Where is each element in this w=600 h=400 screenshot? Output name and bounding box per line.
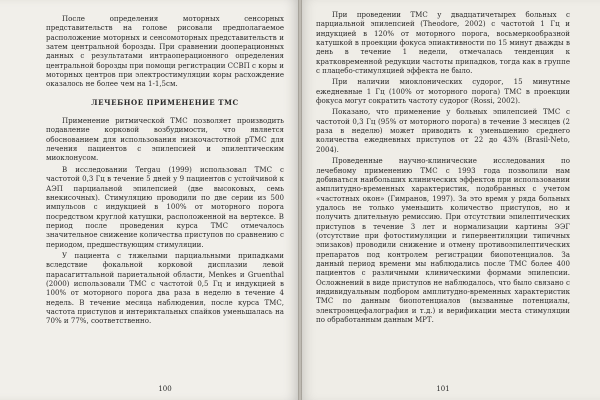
right-paragraph-3: Показано, что применение у больных эпилепсией ТМС с частотой 0,3 Гц (95% от моторного порога) в течение 3 месяцев (2 раза в неделю) может приводить к уменьшению среднего количества ежедневных приступов от 22 до 43% (Brasil-Neto, 2004). bbox=[316, 107, 570, 154]
section-heading: ЛЕЧЕБНОЕ ПРИМЕНЕНИЕ ТМС bbox=[91, 97, 239, 107]
book-gutter bbox=[298, 0, 302, 400]
left-paragraph-3: У пациента с тяжелыми парциальными припадками вследствие фокальной корковой дисплазии левой парасагиттальной париетальной области, Menkes и Gruenthal (2000) использовали ТМС с частотой 0,5 Гц и индукцией в 100% от моторного порога два раза в неделю в течение 4 недель. В течение месяца наблюдения, после курса ТМС, частота приступов и интериктальных спайков уменьшалась на 70% и 77%, соответственно. bbox=[46, 250, 284, 326]
page-number-right: 101 bbox=[436, 384, 450, 393]
left-paragraph-2: В исследовании Tergau (1999) использовал ТМС с частотой 0,3 Гц в течение 5 дней у 9 пациентов с устойчивой к АЭП парциальной эпилепсией (две высоковых, семь внекисочных). Стимуляцию проводили по две серии из 500 импульсов с индукцией в 100% от моторного порога посредством круглой катушки, расположенной на вертексе. В период после проведения курса ТМС отмечалось значительное снижение количества приступов по сравнению с периодом, предшествующим стимуляции. bbox=[46, 164, 284, 249]
right-paragraph-4: Проведенные научно-клинические исследования по лечебному применению ТМС с 1993 года позволили нам добиваться наибольших клинических эффектов при использовании амплитудно-временных характеристик, подобранных с учетом «частотных окон» (Гимранов, 1997). За это время у ряда больных удалось не только уменьшить количество приступов, но и получить длительную ремиссию. При отсутствии эпилептических приступов в течение 3 лет и нормализации картины ЭЭГ (отсутствие при фотостимуляции и гипервентиляции типичных эпизаков) проводили снижение и отмену противоэпилептических препаратов под контролем регистрации биопотенциалов. За данный период времени мы наблюдались после ТМС более 400 пациентов с различными клиническими формами эпилепсии. Осложнений в виде приступов не наблюдалось, что было связано с индивидуальным подбором амплитудно-временных характеристик ТМС по данным биопотенциалов (вызванные потенциалы, электроэнцефалография и т.д.) и верификации места стимуляции по обработанным данным МРТ. bbox=[316, 156, 570, 324]
right-paragraph-2: При наличии миоклонических судорог, 15 минутные ежедневные 1 Гц (100% от моторного порога) ТМС в проекции фокуса могут сократить частоту судорог (Rossi, 2002). bbox=[316, 77, 570, 106]
left-paragraph-1: Применение ритмической ТМС позволяет производить подавление корковой возбудимости, что является обоснованием для использования низкочастотной рТМС для лечения пациентов с эпилепсией и эпилептическим миоклонусом. bbox=[46, 116, 284, 163]
right-paragraph-1: При проведении ТМС у двадцатичетырех больных с парциальной эпилепсией (Theodore, 2002) с частотой 1 Гц и индукцией в 120% от моторного порога, восьмеркообразной катушкой в проекции фокуса эпиактивности по 15 минут дважды в день в течение 1 недели, отмечалась тенденция к кратковременной редукции частоты припадков, тогда как в группе с плацебо-стимуляцией эффекта не было. bbox=[316, 10, 570, 76]
left-paragraph-intro: После определения моторных сенсорных представительств на голове рисовали предполагаемое расположение моторных и сенсомоторных представительств и затем центральной борозды. При сравнении дооперационных данных с результатами интраоперационного определения центральной борозды при помощи регистрации ССВП с коры и моторных центров при электростимуляции коры расхождение оказалось не более чем на 1-1,5см. bbox=[46, 14, 284, 89]
page-number-left: 100 bbox=[158, 384, 172, 393]
right-page bbox=[300, 0, 600, 400]
